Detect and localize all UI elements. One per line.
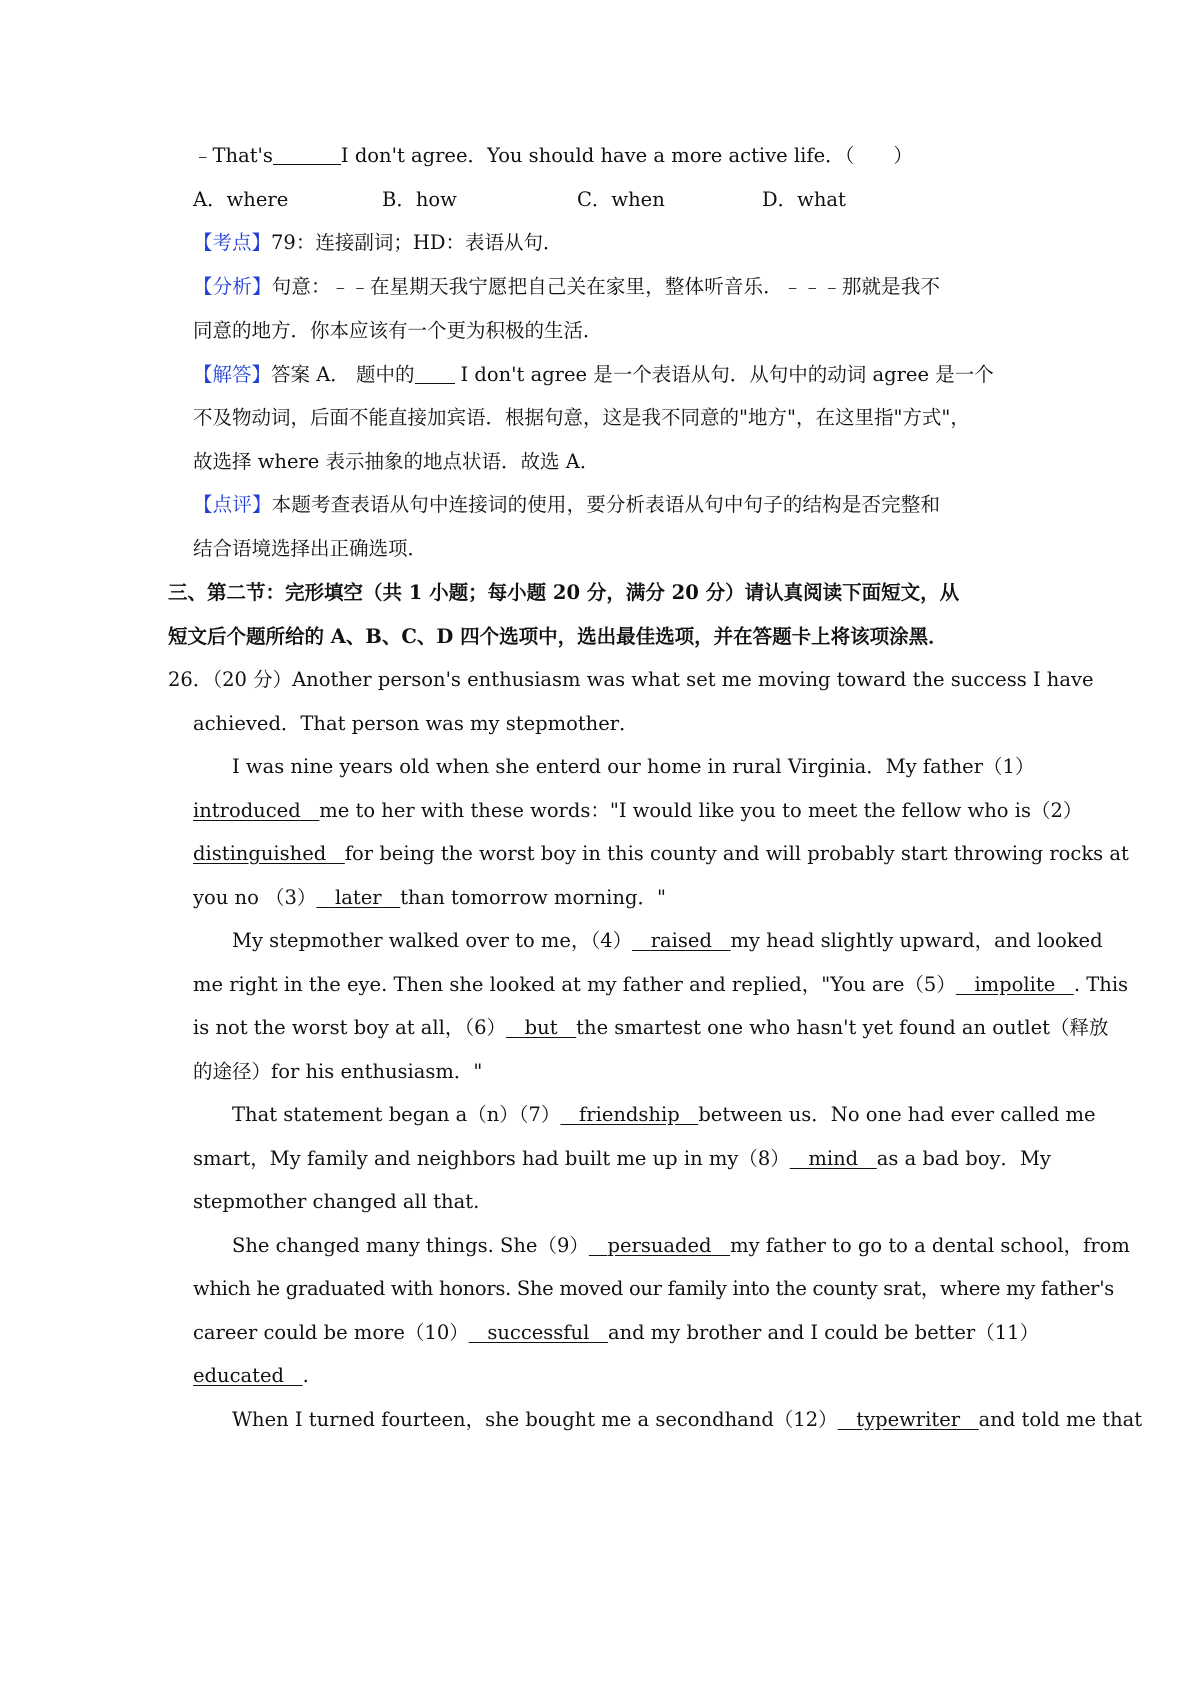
answer-5: impolite: [974, 973, 1056, 996]
p2-line-2: [193, 970, 1129, 1000]
option-c: C．when: [577, 188, 665, 211]
p2-text-1a: My stepmother walked over to me，（4）: [232, 929, 633, 952]
p1-line-1: I was nine years old when she enterd our home in rural Virginia．My father（1）: [232, 755, 1035, 778]
p2-text-2a: me right in the eye. Then she looked at my father and replied，"You are（5）: [193, 973, 956, 996]
dianping-text-1: 本题考查表语从句中连接词的使用，要分析表语从句中句子的结构是否完整和: [271, 493, 940, 516]
question-26-text-1: Another person's enthusiasm was what set me moving toward the success I have: [292, 668, 1094, 691]
answer-9: persuaded: [607, 1234, 712, 1257]
p4-text-1a: She changed many things. She（9）: [232, 1234, 589, 1257]
p3-line-2: [193, 1144, 1051, 1174]
option-d: D．what: [762, 188, 846, 211]
answer-7: friendship: [579, 1103, 680, 1126]
p1-line-3: [193, 839, 1129, 869]
p4-line-2: which he graduated with honors. She moved our family into the county srat，where my father's: [193, 1277, 1114, 1300]
p2-line-1: [232, 926, 1103, 956]
p2-text-3a: is not the worst boy at all，（6）: [193, 1016, 507, 1039]
fenxi-line-1: [193, 272, 940, 302]
p5-text-1a: When I turned fourteen，she bought me a secondhand（12）: [232, 1408, 838, 1431]
p4-line-4: [193, 1361, 309, 1391]
question-26-line-1: [168, 665, 1094, 695]
dianping-line-1: [193, 490, 940, 520]
dianping-line-2: 结合语境选择出正确选项．: [193, 537, 428, 560]
p5-text-1b: and told me that: [978, 1408, 1143, 1431]
p2-line-4: 的途径）for his enthusiasm．": [193, 1060, 483, 1083]
p1-text-3: for being the worst boy in this county and will probably start throwing rocks at: [344, 842, 1129, 865]
jieda-text-1a: 答案 A． 题中的: [271, 363, 415, 386]
fenxi-tag: 【分析】: [193, 275, 272, 298]
question-26-number: 26．（20 分）: [168, 668, 293, 691]
dianping-tag: 【点评】: [193, 493, 272, 516]
q25-suffix: I don't agree．You should have a more active life．（ ）: [340, 144, 913, 167]
answer-blank: [273, 143, 341, 165]
section-header-line-1: 三、第二节：完形填空（共 1 小题；每小题 20 分，满分 20 分）请认真阅读下面短文，从: [168, 581, 960, 604]
p5-line-1: [232, 1405, 1143, 1435]
dash: ﹣: [193, 144, 213, 167]
p2-text-2b: . This: [1073, 973, 1129, 996]
p3-line-3: stepmother changed all that.: [193, 1190, 480, 1213]
answer-1: introduced: [193, 799, 301, 822]
p4-text-3b: and my brother and I could be better（11）: [607, 1321, 1040, 1344]
p1-line-4: [193, 883, 666, 913]
answer-10: successful: [487, 1321, 590, 1344]
answer-6: but: [524, 1016, 558, 1039]
fenxi-text-1: 句意：﹣﹣在星期天我宁愿把自己关在家里，整体听音乐．﹣﹣﹣那就是我不: [271, 275, 940, 298]
p1-text-4b: than tomorrow morning．": [400, 886, 666, 909]
kaodian-tag: 【考点】: [193, 231, 272, 254]
p3-text-1a: That statement began a（n）（7）: [232, 1103, 561, 1126]
option-b: B．how: [382, 188, 457, 211]
p4-line-1: [232, 1231, 1130, 1261]
p2-line-3: [193, 1013, 1109, 1043]
answer-4: raised: [650, 929, 712, 952]
answer-3: later: [335, 886, 382, 909]
jieda-text-1b: I don't agree 是一个表语从句．从句中的动词 agree 是一个: [460, 363, 994, 386]
section-header-line-2: 短文后个题所给的 A、B、C、D 四个选项中，选出最佳选项，并在答题卡上将该项涂黑．: [168, 625, 948, 648]
p1-text-2: me to her with these words："I would like you to meet the fellow who is（2）: [319, 799, 1083, 822]
answer-2: distinguished: [193, 842, 327, 865]
jieda-line-2: 不及物动词，后面不能直接加宾语．根据句意，这是我不同意的"地方"，在这里指"方式"，: [193, 406, 970, 429]
p1-line-2: [193, 796, 1083, 826]
p4-text-1b: my father to go to a dental school，from: [730, 1234, 1130, 1257]
p3-text-2b: as a bad boy．My: [876, 1147, 1051, 1170]
p2-text-3b: the smartest one who hasn't yet found an outlet（释放: [576, 1016, 1109, 1039]
p3-line-1: [232, 1100, 1096, 1130]
q25-prefix: That's: [212, 144, 273, 167]
jieda-line-1: [193, 360, 994, 390]
jieda-line-3: 故选择 where 表示抽象的地点状语．故选 A．: [193, 450, 600, 473]
p2-text-1b: my head slightly upward，and looked: [730, 929, 1103, 952]
kaodian-line: [193, 228, 562, 258]
kaodian-text: 79：连接副词；HD：表语从句．: [271, 231, 563, 254]
p3-text-1b: between us．No one had ever called me: [698, 1103, 1096, 1126]
p4-text-3a: career could be more（10）: [193, 1321, 469, 1344]
answer-blank: [415, 362, 455, 384]
p3-text-2a: smart，My family and neighbors had built me up in my（8）: [193, 1147, 790, 1170]
answer-12: typewriter: [856, 1408, 961, 1431]
answer-11: educated: [193, 1364, 284, 1387]
p4-text-4b: .: [302, 1364, 309, 1387]
p1-text-4a: you no （3）: [193, 886, 317, 909]
option-a: A．where: [193, 188, 289, 211]
question-26-line-2: achieved．That person was my stepmother．: [193, 712, 639, 735]
question-25-line: [193, 141, 913, 171]
answer-8: mind: [808, 1147, 859, 1170]
jieda-tag: 【解答】: [193, 363, 272, 386]
fenxi-line-2: 同意的地方．你本应该有一个更为积极的生活．: [193, 319, 603, 342]
p4-line-3: [193, 1318, 1040, 1348]
